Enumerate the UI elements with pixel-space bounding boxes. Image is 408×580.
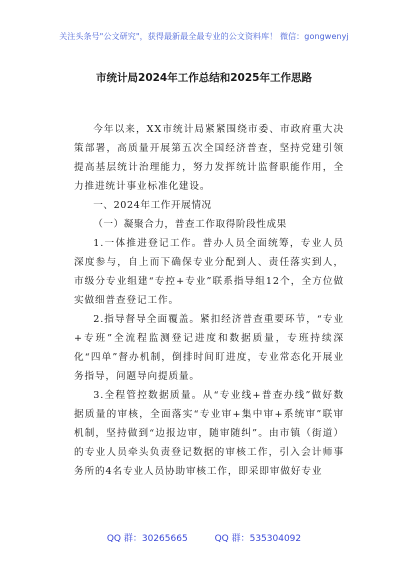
paragraph-item-2: 2.指导督导全面覆盖。紧扣经济普查重要环节，“专业+专班”全流程监测登记进度和数据质量，专班持续深化“四单”督办机制，倒排时间盯进度，专业常态化开展业务指导，问题导向提质量。 bbox=[74, 314, 344, 382]
document-title: 市统计局2024年工作总结和2025年工作思路 bbox=[96, 72, 312, 84]
footer-contacts bbox=[0, 531, 408, 544]
section-heading: 一、2024年工作开展情况 bbox=[93, 200, 212, 211]
footer-qq-group-1: QQ 群：30265665 bbox=[106, 534, 188, 544]
subsection-heading: （一）凝聚合力，普查工作取得阶段性成果 bbox=[93, 219, 287, 230]
paragraph-item-1: 1.一体推进登记工作。普办人员全面统筹，专业人员深度参与，自上而下确保专业分配到人、责任落实到人，市级分专业组建“专控+专业”联系指导组12个，全方位做实做细普查登记工作。 bbox=[74, 238, 344, 306]
paragraph-item-3: 3.全程管控数据质量。从“专业线+普查办线”做好数据质量的审核，全面落实“专业审+集中审+系统审”联审机制，坚持做到“边报边审，随审随纠”。由市镇（街道）的专业人员牵头负责登记数据的审核工作，引入会计师事务所的4名专业人员协助审核工作，即采即审做好专业 bbox=[74, 390, 344, 477]
header-note: 关注头条号"公文研究"，获得最新最全最专业的公文资料库！ 微信：gongwenyj bbox=[59, 32, 349, 41]
footer-qq-group-2: QQ 群：535304092 bbox=[214, 534, 302, 544]
document-body bbox=[74, 120, 344, 481]
paragraph-intro: 今年以来，XX市统计局紧紧围绕市委、市政府重大决策部署，高质量开展第五次全国经济普查，坚持党建引领提高基层统计治理能力，努力发挥统计监督职能作用，全力推进统计事业标准化建设。 bbox=[74, 124, 344, 192]
